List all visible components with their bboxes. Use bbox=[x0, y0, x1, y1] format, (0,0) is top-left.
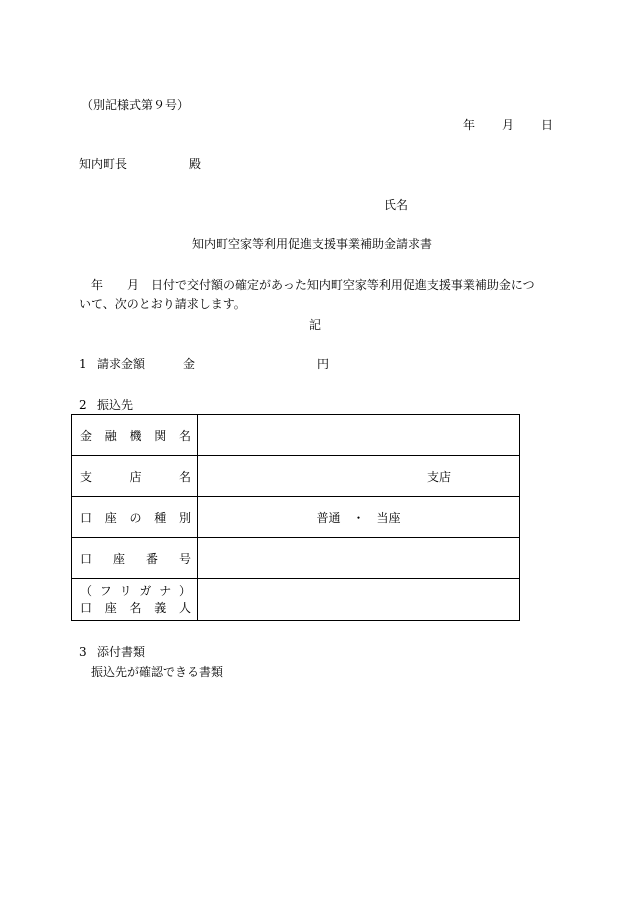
item3-content: 振込先が確認できる書類 bbox=[91, 665, 224, 679]
account-type-label: 口 座 の 種 別 bbox=[72, 497, 198, 538]
item1-label: 請求金額 bbox=[97, 357, 146, 371]
table-row bbox=[72, 579, 520, 621]
account-type-field[interactable]: 普通 ・ 当座 bbox=[198, 497, 520, 538]
item2-label: 振込先 bbox=[97, 398, 134, 412]
date-month: 月 bbox=[501, 118, 514, 132]
item2-number: 2 bbox=[79, 398, 87, 412]
account-number-label: 口 座 番 号 bbox=[72, 538, 198, 579]
document-title: 知内町空家等利用促進支援事業補助金請求書 bbox=[192, 237, 433, 251]
table-row bbox=[72, 456, 520, 497]
account-holder-label: （ フ リ ガ ナ ） 口 座 名 義 人 bbox=[72, 579, 198, 621]
branch-name-label: 支 店 名 bbox=[72, 456, 198, 497]
table-row bbox=[72, 538, 520, 579]
account-holder-field[interactable] bbox=[198, 579, 520, 621]
bank-account-table bbox=[71, 414, 520, 621]
item1-number: 1 bbox=[79, 357, 87, 371]
table-row bbox=[72, 415, 520, 456]
date-day: 日 bbox=[540, 118, 553, 132]
item3-number: 3 bbox=[79, 645, 87, 659]
applicant-label: 氏名 bbox=[384, 198, 409, 212]
ki-mark: 記 bbox=[309, 318, 322, 332]
addressee-honorific: 殿 bbox=[189, 157, 202, 171]
addressee-name: 知内町長 bbox=[79, 157, 128, 171]
bank-name-field[interactable] bbox=[198, 415, 520, 456]
branch-name-field[interactable] bbox=[198, 456, 520, 497]
date-line bbox=[463, 118, 553, 132]
item1-unit: 円 bbox=[317, 357, 330, 371]
item3-label: 添付書類 bbox=[97, 645, 146, 659]
intro-line-1: 年 月 日付で交付額の確定があった知内町空家等利用促進支援事業補助金につ bbox=[91, 278, 535, 292]
form-number: （別記様式第９号） bbox=[81, 98, 190, 112]
account-number-field[interactable] bbox=[198, 538, 520, 579]
date-year: 年 bbox=[463, 118, 476, 132]
bank-name-label: 金 融 機 関 名 bbox=[72, 415, 198, 456]
branch-suffix: 支店 bbox=[427, 469, 452, 484]
intro-line-2: いて、次のとおり請求します。 bbox=[79, 297, 246, 311]
item1-prefix: 金 bbox=[183, 357, 196, 371]
table-row bbox=[72, 497, 520, 538]
